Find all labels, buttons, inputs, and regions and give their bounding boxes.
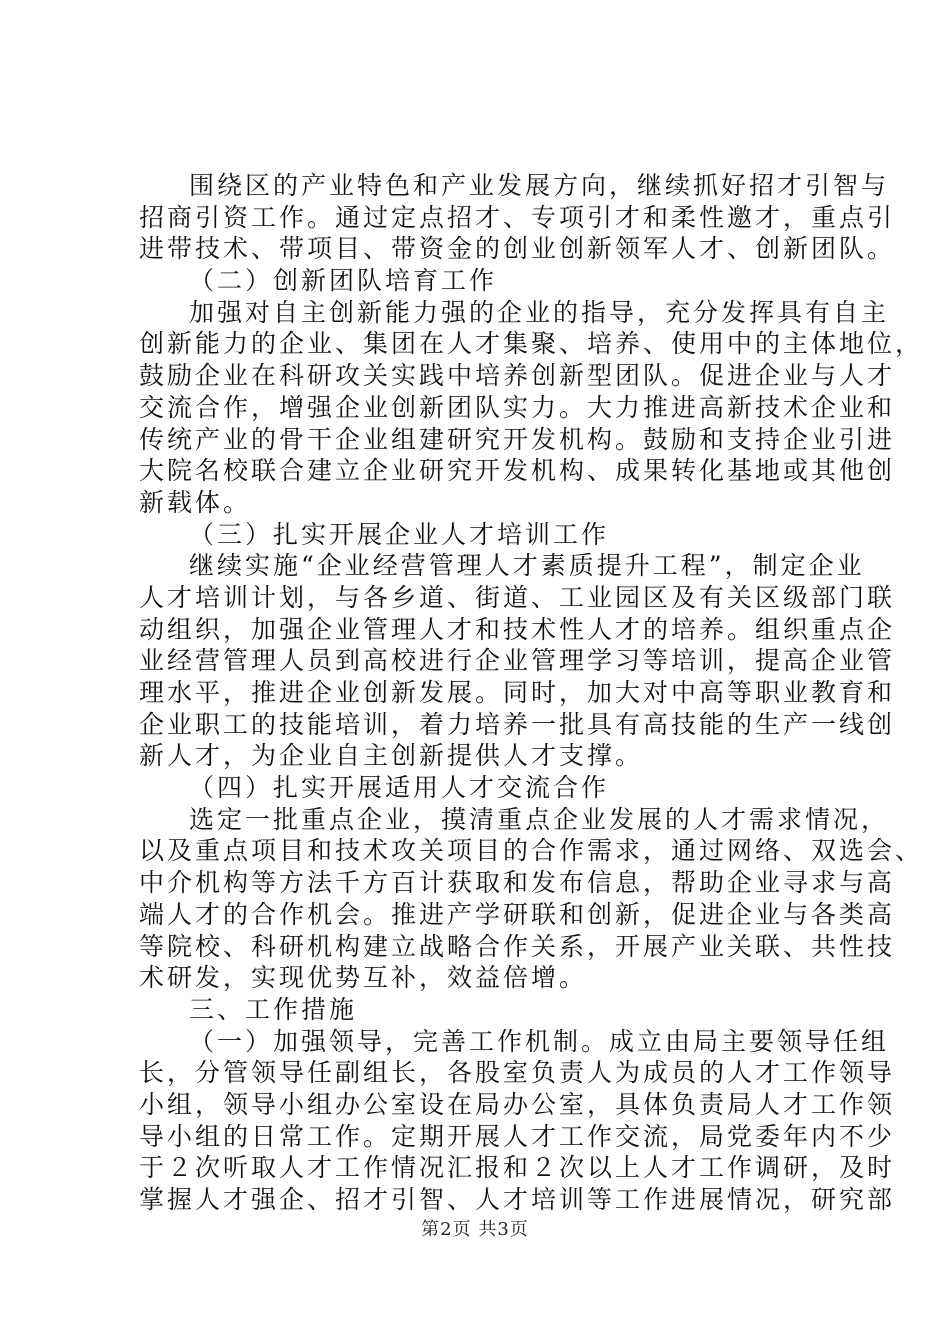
text-line: 端人才的合作机会。推进产学研联和创新，促进企业与各类高	[139, 899, 896, 929]
text-line: （一）加强领导，完善工作机制。成立由局主要领导任组	[189, 1026, 890, 1056]
text-line: 理水平，推进企业创新发展。同时，加大对中高等职业教育和	[139, 678, 896, 707]
text-line: 于２次听取人才工作情况汇报和２次以上人才工作调研，及时	[139, 1153, 896, 1183]
text-line: （三）扎实开展企业人才培训工作	[189, 519, 610, 549]
text-line: 等院校、科研机构建立战略合作关系，开展产业关联、共性技	[139, 931, 896, 961]
text-line: 大院名校联合建立企业研究开发机构、成果转化基地或其他创	[139, 456, 896, 486]
text-line: 加强对自主创新能力强的企业的指导，充分发挥具有自主	[189, 297, 890, 327]
text-line: 术研发，实现优势互补，效益倍增。	[139, 963, 588, 993]
text-line: 进带技术、带项目、带资金的创业创新领军人才、创新团队。	[139, 234, 896, 264]
text-line: （四）扎实开展适用人才交流合作	[189, 773, 610, 803]
text-line: 招商引资工作。通过定点招才、专项引才和柔性邀才，重点引	[139, 202, 896, 232]
text-line: 动组织，加强企业管理人才和技术性人才的培养。组织重点企	[139, 614, 896, 644]
text-line: 围绕区的产业特色和产业发展方向，继续抓好招才引智与	[189, 171, 890, 200]
text-line: 中介机构等方法千方百计获取和发布信息，帮助企业寻求与高	[139, 868, 896, 898]
text-line: 鼓励企业在科研攻关实践中培养创新型团队。促进企业与人才	[139, 361, 896, 391]
text-line: 企业职工的技能培训，着力培养一批具有高技能的生产一线创	[139, 709, 896, 739]
text-line: 选定一批重点企业，摸清重点企业发展的人才需求情况，	[189, 804, 890, 834]
text-line: 交流合作，增强企业创新团队实力。大力推进高新技术企业和	[139, 392, 896, 422]
text-line: 掌握人才强企、招才引智、人才培训等工作进展情况，研究部	[139, 1185, 896, 1214]
page-footer: 第2页 共3页	[421, 1219, 529, 1240]
text-line: （二）创新团队培育工作	[189, 266, 498, 296]
text-line: 长，分管领导任副组长，各股室负责人为成员的人才工作领导	[139, 1058, 896, 1088]
text-line: 业经营管理人员到高校进行企业管理学习等培训，提高企业管	[139, 646, 896, 676]
text-line: 创新能力的企业、集团在人才集聚、培养、使用中的主体地位，	[139, 329, 924, 359]
text-line: 以及重点项目和技术攻关项目的合作需求，通过网络、双选会、	[139, 836, 924, 866]
text-line: 继续实施“企业经营管理人才素质提升工程”，制定企业	[189, 551, 865, 581]
text-line: 新载体。	[139, 487, 252, 517]
text-line: 三、工作措施	[189, 994, 358, 1024]
text-line: 小组，领导小组办公室设在局办公室，具体负责局人才工作领	[139, 1089, 896, 1119]
text-line: 人才培训计划，与各乡道、街道、工业园区及有关区级部门联	[139, 582, 896, 612]
text-line: 导小组的日常工作。定期开展人才工作交流，局党委年内不少	[139, 1121, 896, 1151]
text-line: 新人才，为企业自主创新提供人才支撑。	[139, 741, 644, 771]
document-body	[139, 170, 924, 1216]
text-line: 传统产业的骨干企业组建研究开发机构。鼓励和支持企业引进	[139, 424, 896, 454]
